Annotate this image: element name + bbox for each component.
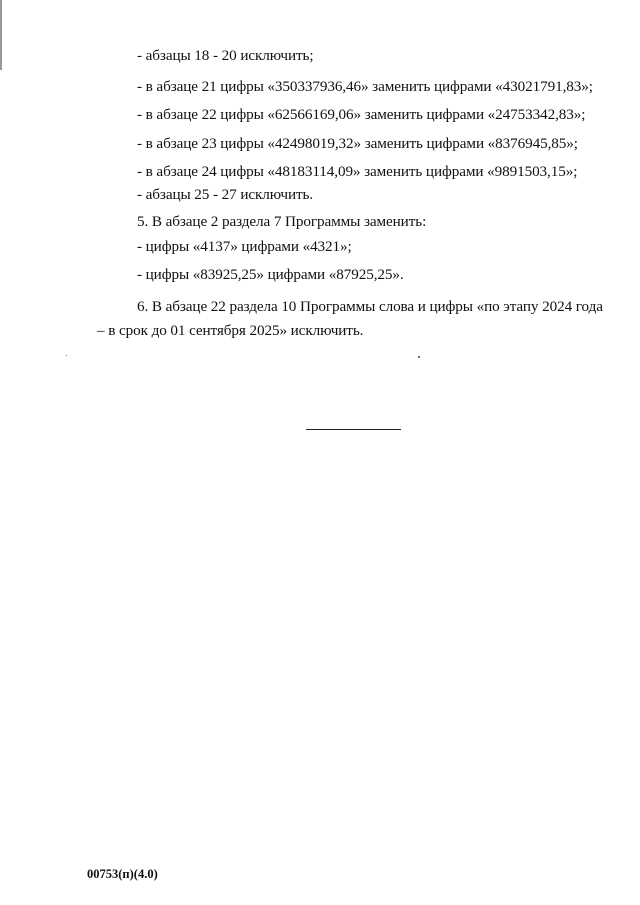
text-line-exclude-18-20: - абзацы 18 - 20 исключить; xyxy=(137,47,314,64)
text-line-paragraph-24: - в абзаце 24 цифры «48183114,09» заменить цифрами «9891503,15»; xyxy=(137,163,578,180)
text-line-paragraph-22: - в абзаце 22 цифры «62566169,06» заменить цифрами «24753342,83»; xyxy=(137,106,586,123)
text-line-item-6: 6. В абзаце 22 раздела 10 Программы слова и цифры «по этапу 2024 года xyxy=(137,298,603,315)
scan-edge-mark xyxy=(0,0,2,70)
scan-speck xyxy=(66,355,67,356)
scan-speck xyxy=(418,356,420,358)
text-line-paragraph-23: - в абзаце 23 цифры «42498019,32» заменить цифрами «8376945,85»; xyxy=(137,135,578,152)
document-code: 00753(п)(4.0) xyxy=(87,867,158,881)
separator-line xyxy=(306,429,401,430)
text-line-replace-4137: - цифры «4137» цифрами «4321»; xyxy=(137,238,352,255)
text-line-paragraph-21: - в абзаце 21 цифры «350337936,46» заменить цифрами «43021791,83»; xyxy=(137,78,593,95)
text-line-replace-83925: - цифры «83925,25» цифрами «87925,25». xyxy=(137,266,404,283)
text-line-exclude-25-27: - абзацы 25 - 27 исключить. xyxy=(137,186,314,203)
text-line-item-6-continued: – в срок до 01 сентября 2025» исключить. xyxy=(97,322,364,339)
text-line-item-5: 5. В абзаце 2 раздела 7 Программы заменить: xyxy=(137,213,427,230)
